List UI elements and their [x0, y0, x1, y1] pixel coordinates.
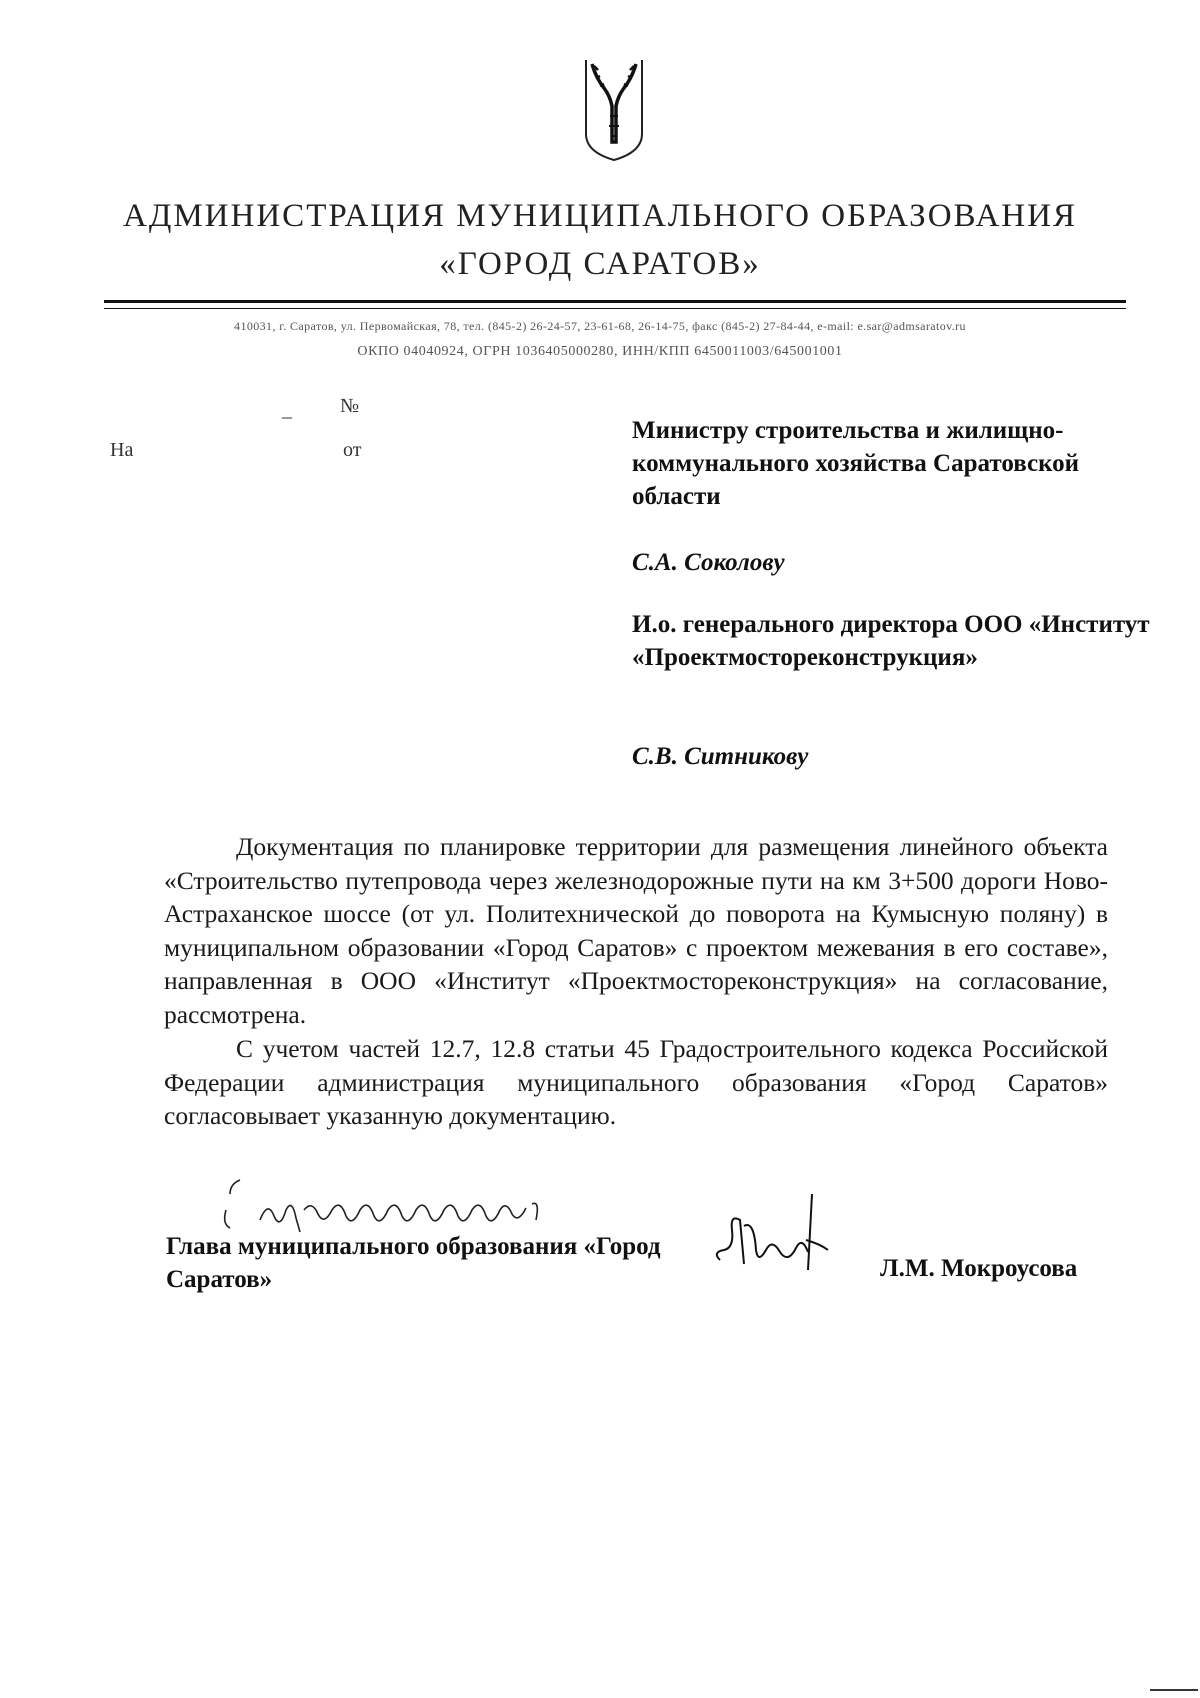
addressee-position-1: Министру строительства и жилищно-коммунального хозяйства Саратовской области	[632, 417, 1080, 510]
saratov-coat-of-arms-icon	[582, 56, 646, 164]
signatory-position: Глава муниципального образования «Город Саратов»	[166, 1233, 661, 1293]
reference-date-label: от	[343, 439, 362, 461]
body-paragraph: С учетом частей 12.7, 12.8 статьи 45 Градостроительного кодекса Российской Федерации администрация муниципального образования «Город Саратов» согласовывает указанную документацию.	[164, 1034, 1108, 1130]
body-paragraph: Документация по планировке территории для размещения линейного объекта «Строительство путепровода через железнодорожные пути на км 3+500 дороги Ново-Астраханское шоссе (от ул. Политехнической до поворота на Кумысную поляну) в муниципальном образовании «Город Саратов» с проектом межевания в его составе», направленная в ООО «Институт «Проектмостореконструкция» на согласование, рассмотрена.	[164, 832, 1108, 1029]
registration-date-blank: _	[282, 399, 292, 421]
registration-codes: ОКПО 04040924, ОГРН 1036405000280, ИНН/КПП 6450011003/645001001	[357, 344, 843, 359]
addressee-name-2: С.В. Ситникову	[632, 743, 809, 770]
contact-details: 410031, г. Саратов, ул. Первомайская, 78, тел. (845-2) 26-24-57, 23-61-68, 26-14-75, факс (845-2) 27-84-44, e-mail: e.sar@admsaratov.ru	[234, 319, 966, 333]
addressee-name-1: С.А. Соколову	[632, 549, 785, 576]
signatory-name: Л.М. Мокроусова	[880, 1255, 1078, 1282]
organization-name: АДМИНИСТРАЦИЯ МУНИЦИПАЛЬНОГО ОБРАЗОВАНИЯ	[123, 198, 1077, 234]
corner-mark	[1150, 1689, 1198, 1691]
addressee-position-2: И.о. генерального директора ООО «Институт «Проектмостореконструкция»	[632, 611, 1150, 671]
organization-city: «ГОРОД САРАТОВ»	[439, 246, 761, 282]
reference-label: На	[110, 439, 134, 461]
header-rule-thin	[104, 308, 1126, 309]
handwritten-signature	[710, 1190, 850, 1280]
registration-number-label: №	[340, 395, 360, 417]
header-rule-thick	[104, 300, 1126, 303]
